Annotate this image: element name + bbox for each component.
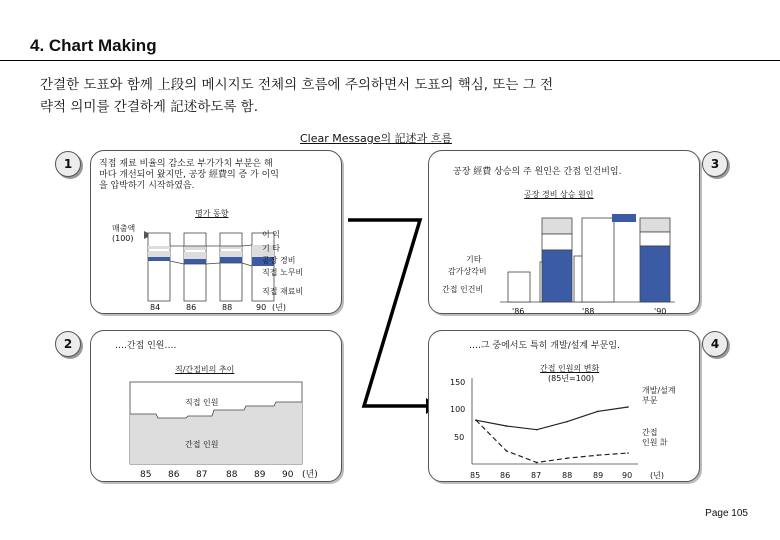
legend-direct-labor: 직접 노무비 [262, 268, 304, 277]
panel-2-x-label: 86 [168, 470, 180, 480]
waterfall-bar-86 [508, 272, 530, 302]
panel-1-axis-label: 매출액 [112, 224, 136, 233]
clear-message-heading: Clear Message의 記述과 흐름 [300, 132, 452, 145]
panel-3-chart [500, 210, 680, 310]
panel-1-x-label: 84 [150, 303, 161, 312]
panel-4-x-label: 89 [593, 471, 604, 480]
panel-2-chart-title: 직/간접비의 추이 [175, 365, 235, 374]
intro-line-2: 략적 의미를 간결하게 記述하도록 함. [40, 99, 258, 115]
series-label-design: 개발/설계 부문 [642, 386, 676, 405]
legend-factory-cost: 공장 경비 [262, 256, 296, 265]
waterfall-bar-88 [582, 218, 614, 302]
panel-2-x-label: 87 [196, 470, 208, 480]
series-2-point [475, 419, 477, 421]
series-1-point [506, 425, 508, 427]
panel-1-chart-title: 명가 동향 [195, 209, 229, 218]
stacked-bar-90 [640, 218, 670, 302]
page-number: Page 105 [705, 508, 748, 519]
series-2-point [597, 454, 599, 456]
legend-other: 기 타 [262, 244, 280, 253]
step-number-2: 2 [55, 331, 81, 357]
panel-4-message: ….그 중에서도 특히 개발/설계 부문임. [469, 341, 620, 351]
panel-4-x-label: 86 [500, 471, 511, 480]
panel-1-x-label: 86 [186, 303, 197, 312]
panel-1-x-label: 88 [222, 303, 233, 312]
panel-4-chart [470, 376, 640, 468]
increment-segment [612, 214, 636, 222]
panel-1-message: 직접 재료 비율의 감소로 부가가치 부분은 해 마다 개선되어 왔지만, 공장 經費의 증 가 이익 을 압박하기 시작하였음. [99, 159, 279, 191]
panel-1-x-label: 90 [256, 303, 267, 312]
panel-2-x-label: 90 [282, 470, 294, 480]
panel-2-x-label: 89 [254, 470, 266, 480]
step-number-3: 3 [702, 151, 728, 177]
panel-3-message: 공장 經費 상승의 주 원인은 간접 인건비임. [453, 167, 622, 177]
panel-3-label-depreciation: 감가상각비 [448, 267, 487, 276]
page-title: 4. Chart Making [30, 36, 157, 55]
stacked-bar-88 [542, 218, 572, 302]
intro-text [40, 74, 760, 118]
area-label-direct: 직접 인원 [185, 398, 219, 407]
panel-1-x-unit: (년) [272, 303, 286, 312]
panel-1-axis-label-2: (100) [112, 234, 134, 243]
series-2-point [506, 450, 508, 452]
series-label-indirect-total: 간접 인원 計 [642, 428, 668, 447]
series-1-point [536, 429, 538, 431]
panel-3-chart-title: 공장 경비 상승 원인 [524, 190, 594, 199]
panel-2-chart [128, 380, 308, 468]
title-divider [0, 60, 780, 61]
y-tick-label: 100 [450, 405, 466, 414]
series-2-point [627, 452, 629, 454]
panel-3-label-indirect-labor: 간접 인건비 [442, 285, 484, 294]
step-number-4: 4 [702, 331, 728, 357]
series-2-point [536, 462, 538, 464]
panel-2-x-label: 85 [140, 470, 152, 480]
series-1-point [627, 406, 629, 408]
panel-3-x-label: '86 [512, 307, 525, 316]
panel-2-message: ….간접 인원…. [115, 341, 177, 351]
panel-4-chart-subtitle: (85년=100) [548, 374, 595, 383]
panel-4-x-unit: (년) [650, 471, 664, 480]
panel-4-chart-title: 간접 인원의 변화 [540, 364, 600, 373]
panel-3-x-label: '88 [582, 307, 595, 316]
panel-3-label-other: 기타 [466, 255, 482, 264]
legend-direct-material: 직접 재료비 [262, 287, 304, 296]
y-tick-label: 50 [454, 433, 465, 442]
panel-2-x-label: 88 [226, 470, 238, 480]
panel-2-x-unit: (년) [302, 470, 318, 480]
panel-4-x-label: 90 [622, 471, 633, 480]
area-label-indirect: 간접 인원 [185, 440, 219, 449]
step-number-1: 1 [55, 151, 81, 177]
legend-profit: 이 익 [262, 230, 280, 239]
series-line-1 [476, 407, 628, 430]
intro-line-1: 간결한 도표와 함께 上段의 메시지도 전체의 흐름에 주의하면서 도표의 핵심, 또는 그 전 [40, 77, 554, 93]
stacked-bar-group [148, 233, 274, 301]
series-line-2 [476, 420, 628, 462]
series-1-point [566, 421, 568, 423]
panel-4-x-label: 87 [531, 471, 542, 480]
y-tick-label: 150 [450, 378, 466, 387]
panel-3-x-label: '90 [654, 307, 667, 316]
flow-arrow [340, 214, 440, 424]
series-1-point [597, 411, 599, 413]
panel-4-x-label: 88 [562, 471, 573, 480]
series-2-point [566, 457, 568, 459]
panel-4-x-label: 85 [470, 471, 481, 480]
panel-1-chart [140, 225, 280, 305]
